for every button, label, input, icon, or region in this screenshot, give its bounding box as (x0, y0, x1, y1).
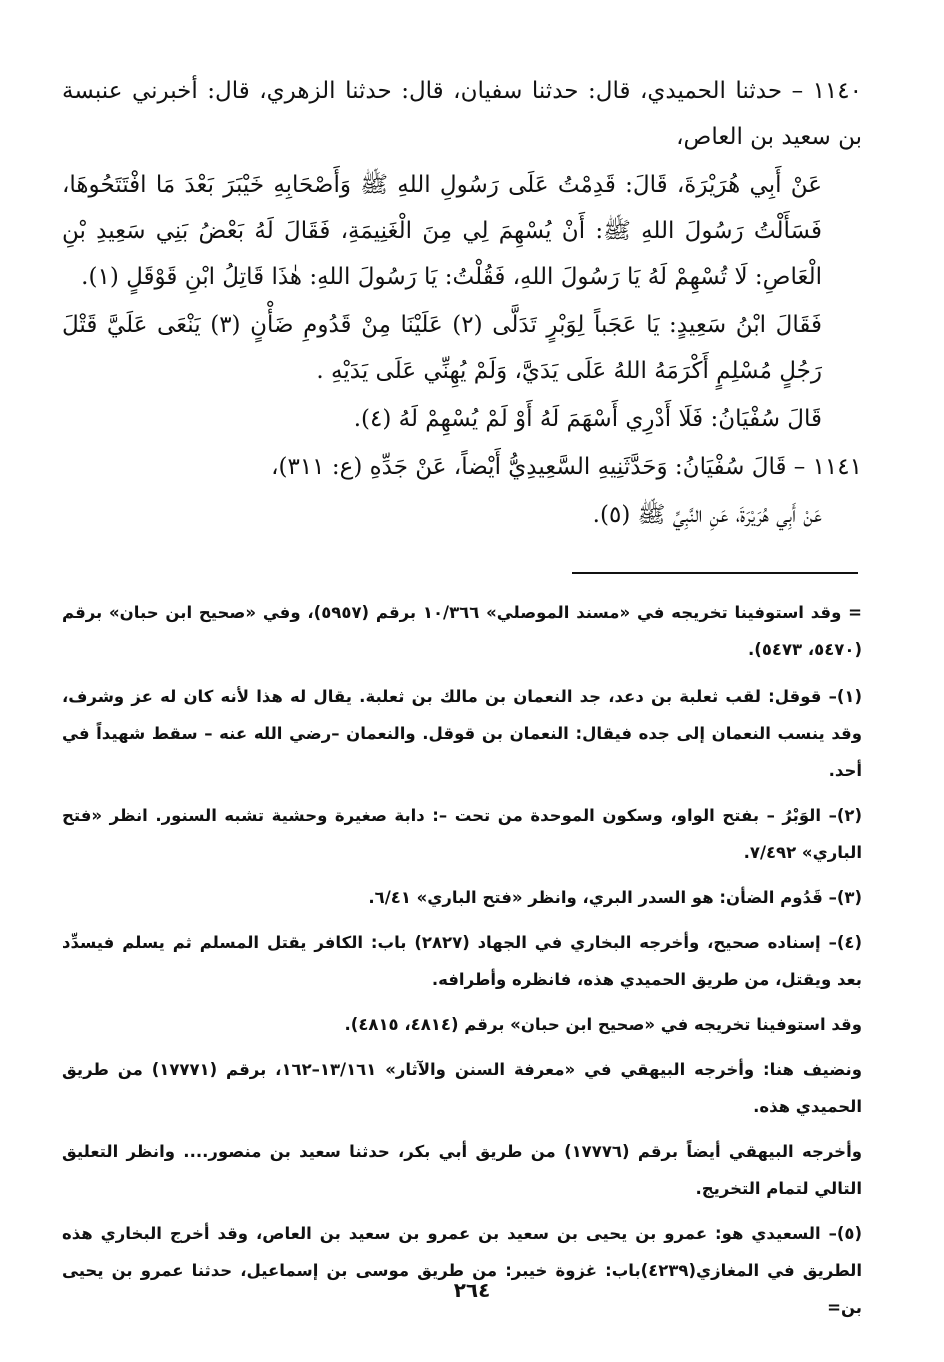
footnote-separator-wrap (62, 572, 862, 574)
footnote-2: (٢)– الوَبْرُ – بفتح الواو، وسكون الموحدة من تحت –: دابة صغيرة وحشية تشبه السنور. انظر «فتح الباري» ٧/٤٩٢. (62, 806, 862, 862)
footnote-separator (572, 572, 858, 574)
page-number: ٢٦٤ (453, 1278, 491, 1302)
hadith-text (62, 68, 862, 538)
footnote-4-ibn-hibban: وقد استوفينا تخريجه في «صحيح ابن حبان» برقم (٤٨١٤، ٤٨١٥). (344, 1015, 862, 1034)
page-body (62, 68, 862, 1334)
hadith-1141-chain: ١١٤١ – قَالَ سُفْيَانُ: وَحَدَّثَنِيهِ السَّعِيدِيُّ أَيْضاً، عَنْ جَدِّهِ (ع: ٣١١)، (271, 454, 862, 480)
footnote-4-bayhaqi: ونضيف هنا: وأخرجه البيهقي في «معرفة السنن والآثار» ١٣/١٦١–١٦٢، برقم (١٧٧٧١) من طريق الحميدي هذه. (62, 1060, 862, 1116)
footnote-4: (٤)– إسناده صحيح، وأخرجه البخاري في الجهاد (٢٨٢٧) باب: الكافر يقتل المسلم ثم يسلم فيسدِّد بعد ويقتل، من طريق الحميدي هذه، فانظره وأطرافه. (62, 933, 862, 989)
hadith-1140-narration: عَنْ أَبِي هُرَيْرَةَ، قَالَ: قَدِمْتُ عَلَى رَسُولِ اللهِ ﷺ وَأَصْحَابِهِ خَيْبَرَ بَعْدَ مَا افْتَتَحُوهَا، فَسَأَلْتُ رَسُولَ اللهِ ﷺ: أَنْ يُسْهِمَ لِي مِنَ الْغَنِيمَةِ، فَقَالَ لَهُ بَعْضُ بَنِي سَعِيدِ بْنِ الْعَاصِ: لَا تُسْهِمْ لَهُ يَا رَسُولَ اللهِ، فَقُلْتُ: يَا رَسُولَ اللهِ: هٰذَا قَاتِلُ ابْنِ قَوْقَلٍ (١). (62, 172, 822, 290)
footnote-4-bayhaqi-2: وأخرجه البيهقي أيضاً برقم (١٧٧٧٦) من طريق أبي بكر، حدثنا سعيد بن منصور.... وانظر التعليق التالي لتمام التخريج. (62, 1142, 862, 1198)
hadith-1140-chain: ١١٤٠ – حدثنا الحميدي، قال: حدثنا سفيان، قال: حدثنا الزهري، قال: أخبرني عنبسة بن سعيد بن العاص، (62, 78, 862, 150)
footnotes (62, 594, 862, 1326)
footnote-5: (٥)– السعيدي هو: عمرو بن يحيى بن سعيد بن عمرو بن سعيد بن العاص، وقد أخرج البخاري هذه الطريق في المغازي(٤٢٣٩)باب: غزوة خيبر: من طريق موسى بن إسماعيل، حدثنا عمرو بن يحيى بن= (62, 1224, 862, 1317)
footnote-3: (٣)– قَدُوم الضأن: هو السدر البري، وانظر «فتح الباري» ٦/٤١. (368, 888, 862, 907)
footnote-1: (١)– قوقل: لقب ثعلبة بن دعد، جد النعمان بن مالك بن ثعلبة. يقال له هذا لأنه كان له عز وشرف، وقد ينسب النعمان إلى جده فيقال: النعمان بن قوقل. والنعمان –رضي الله عنه – سقط شهيداً في أحد. (62, 687, 862, 780)
hadith-1141-narration: عَنْ أَبِي هُرَيْرَةَ، عَنِ النَّبِيِّ ﷺ (٥). (592, 502, 822, 528)
footnote-continuation: = وقد استوفينا تخريجه في «مسند الموصلي» ١٠/٣٦٦ برقم (٥٩٥٧)، وفي «صحيح ابن حبان» برقم (٥٤٧٠، ٥٤٧٣). (62, 603, 863, 659)
hadith-1140-sufyan: قَالَ سُفْيَانُ: فَلَا أَدْرِي أَسْهَمَ لَهُ أَوْ لَمْ يُسْهِمْ لَهُ (٤). (353, 406, 822, 432)
hadith-1140-reply: فَقَالَ ابْنُ سَعِيدٍ: يَا عَجَباً لِوَبْرٍ تَدَلَّى (٢) عَلَيْنَا مِنْ قَدُومِ ضَأْنٍ (٣) يَنْعَى عَلَيَّ قَتْلَ رَجُلٍ مُسْلِمٍ أَكْرَمَهُ اللهُ عَلَى يَدَيَّ، وَلَمْ يُهِنِّي عَلَى يَدَيْهِ . (62, 312, 822, 384)
